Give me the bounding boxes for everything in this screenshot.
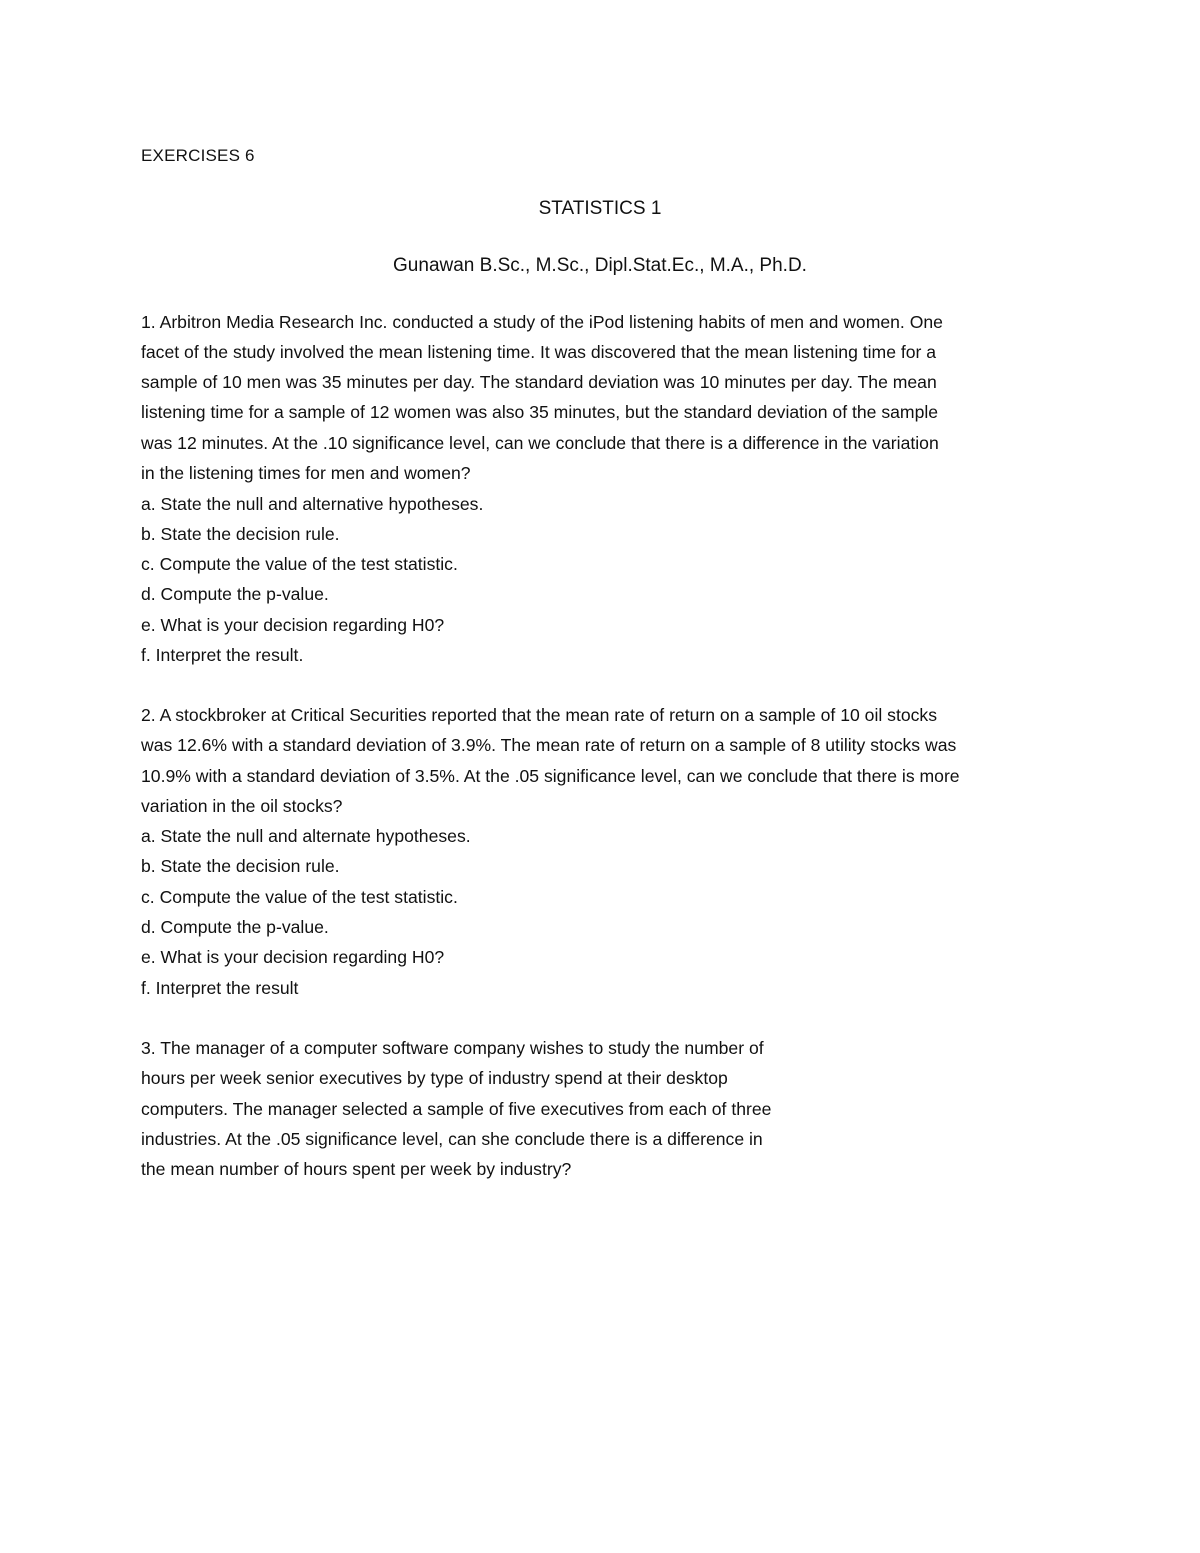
exercise-2-text-line: was 12.6% with a standard deviation of 3.9%. The mean rate of return on a sample of 8 utility stocks was	[141, 735, 957, 755]
exercise-2-item: a. State the null and alternate hypotheses.	[141, 826, 471, 846]
exercise-1-text-line: sample of 10 men was 35 minutes per day. The standard deviation was 10 minutes per day. The mean	[141, 372, 937, 392]
exercise-1-item: f. Interpret the result.	[141, 645, 304, 665]
document-title: STATISTICS 1	[538, 198, 662, 219]
exercise-3-text-line: computers. The manager selected a sample of five executives from each of three	[141, 1099, 772, 1119]
exercise-2-item: d. Compute the p-value.	[141, 917, 329, 937]
exercise-1-item: a. State the null and alternative hypotheses.	[141, 494, 484, 514]
author-line: Gunawan B.Sc., M.Sc., Dipl.Stat.Ec., M.A., Ph.D.	[393, 255, 807, 276]
exercise-1-text-line: 1. Arbitron Media Research Inc. conducted a study of the iPod listening habits of men and women. One	[141, 312, 943, 332]
exercise-2-item: c. Compute the value of the test statistic.	[141, 887, 458, 907]
exercise-2-text-line: 2. A stockbroker at Critical Securities reported that the mean rate of return on a sample of 10 oil stocks	[141, 705, 938, 725]
exercise-3-text-line: the mean number of hours spent per week by industry?	[141, 1159, 572, 1179]
exercise-3-text-line: industries. At the .05 significance level, can she conclude there is a difference in	[141, 1129, 763, 1149]
exercise-set-label: EXERCISES 6	[141, 146, 255, 165]
exercise-3-text-line: hours per week senior executives by type of industry spend at their desktop	[141, 1068, 728, 1088]
exercise-2-text-line: 10.9% with a standard deviation of 3.5%. At the .05 significance level, can we conclude that there is more	[141, 766, 960, 786]
exercise-1-item: d. Compute the p-value.	[141, 584, 329, 604]
exercise-1-item: b. State the decision rule.	[141, 524, 340, 544]
exercise-1-item: e. What is your decision regarding H0?	[141, 615, 445, 635]
exercise-1-text-line: in the listening times for men and women?	[141, 463, 471, 483]
exercise-1-text-line: was 12 minutes. At the .10 significance level, can we conclude that there is a difference in the variation	[141, 433, 939, 453]
exercise-3-text-line: 3. The manager of a computer software company wishes to study the number of	[141, 1038, 764, 1058]
exercise-2-text-line: variation in the oil stocks?	[141, 796, 343, 816]
exercise-1-item: c. Compute the value of the test statistic.	[141, 554, 458, 574]
exercise-2-item: e. What is your decision regarding H0?	[141, 947, 445, 967]
exercise-1-text-line: listening time for a sample of 12 women was also 35 minutes, but the standard deviation of the sample	[141, 402, 939, 422]
exercise-2-item: b. State the decision rule.	[141, 856, 340, 876]
exercise-1-text-line: facet of the study involved the mean listening time. It was discovered that the mean listening time for a	[141, 342, 937, 362]
exercise-2-item: f. Interpret the result	[141, 978, 299, 998]
